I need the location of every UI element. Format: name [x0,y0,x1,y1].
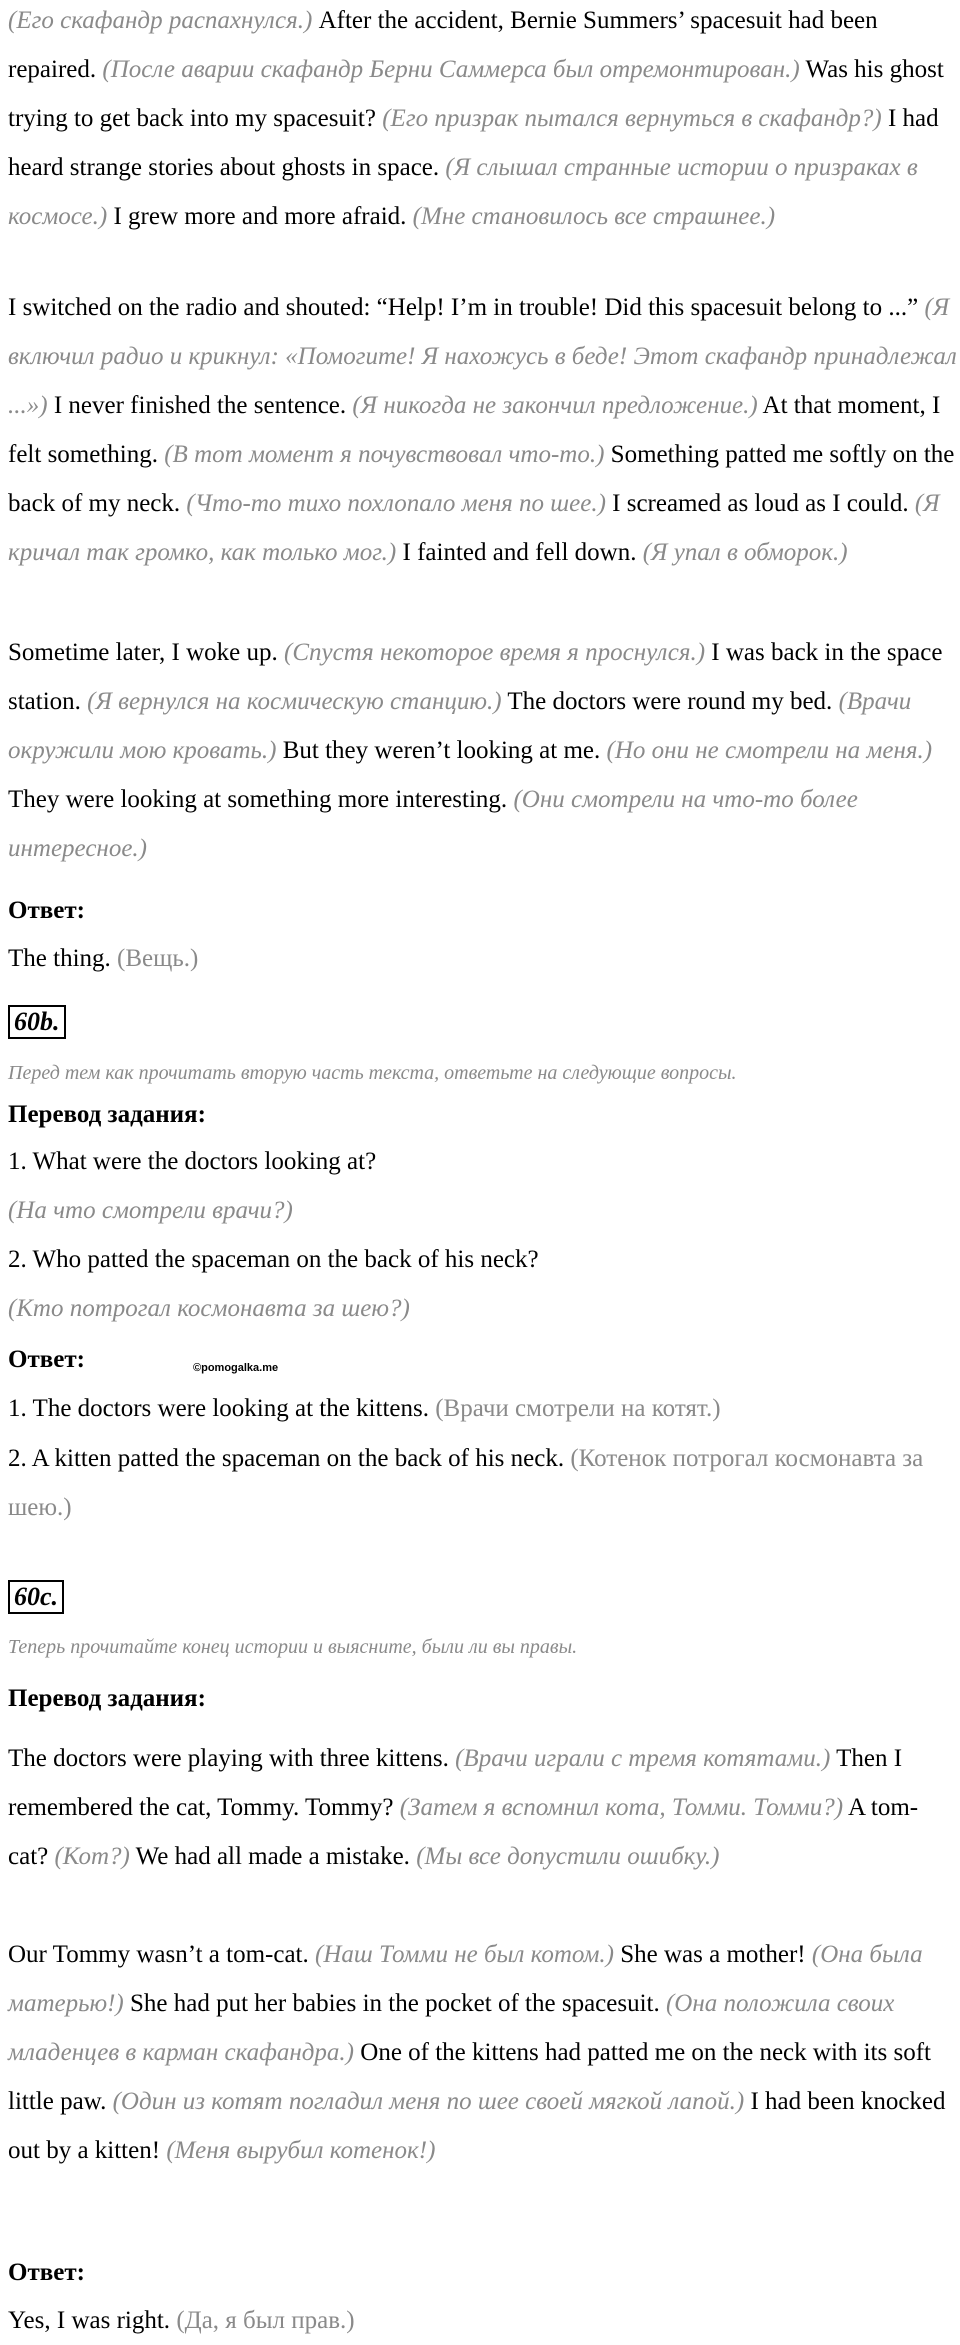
translation-text: (После аварии скафандр Берни Саммерса был отремонтирован.) [102,56,800,83]
english-text: The doctors were round my bed. [507,688,833,715]
question-1-translation: (На что смотрели врачи?) [8,1197,293,1224]
translation-text: (Его призрак пытался вернуться в скафандр?) [382,105,882,132]
translation-text: (Я слышал странные истории о призраках в космосе.) [8,154,918,230]
translation-label-b: Перевод задания: [8,1101,206,1128]
english-text: I was back in the space station. [8,639,943,715]
english-text: We had all made a mistake. [135,1843,410,1870]
translation-text: (Врачи окружили мою кровать.) [8,688,912,764]
translation-text: (Затем я вспомнил кота, Томми. Томми?) [399,1794,844,1821]
section-c-instruction: Теперь прочитайте конец истории и выясните, были ли вы правы. [8,1636,578,1658]
translation-text: (Один из котят погладил меня по шее своей мягкой лапой.) [112,2088,745,2115]
answer-label-c: Ответ: [8,2259,85,2286]
english-text: I screamed as loud as I could. [612,490,909,517]
english-text: She was a mother! [620,1941,806,1968]
english-text: Then I remembered the cat, Tommy. Tommy? [8,1745,903,1821]
english-text: I switched on the radio and shouted: “Help! I’m in trouble! Did this spacesuit belong to ...” [8,294,919,321]
translation-text: (Что-то тихо похлопало меня по шее.) [186,490,606,517]
answer-b-1: 1. The doctors were looking at the kittens. (Врачи смотрели на котят.) [8,1395,721,1422]
english-text: They were looking at something more interesting. [8,786,508,813]
translation-text: (Наш Томми не был котом.) [315,1941,614,1968]
english-text: One of the kittens had patted me on the neck with its soft little paw. [8,2039,931,2115]
section-c-label: 60c. [8,1580,64,1614]
english-text: A tom-cat? [8,1794,919,1870]
translation-text: (Я кричал так громко, как только мог.) [8,490,940,566]
translation-text: (Я упал в обморок.) [642,539,848,566]
translation-text: (Меня вырубил котенок!) [166,2137,436,2164]
english-text: Sometime later, I woke up. [8,639,278,666]
translation-text: (Она была матерью!) [8,1941,923,2017]
story-paragraph-3 [8,628,958,873]
english-text: I had heard strange stories about ghosts in space. [8,105,939,181]
english-text: At that moment, I felt something. [8,392,941,468]
english-text: I never finished the sentence. [53,392,347,419]
answer-c: Yes, I was right. (Да, я был прав.) [8,2307,355,2334]
english-text: She had put her babies in the pocket of the spacesuit. [130,1990,660,2017]
translation-text: (Я включил радио и крикнул: «Помогите! Я нахожусь в беде! Этот скафандр принадлежал ...») [8,294,957,419]
translation-text: (Я никогда не закончил предложение.) [352,392,758,419]
answer-a: The thing. (Вещь.) [8,945,199,972]
english-text: Was his ghost trying to get back into my spacesuit? [8,56,944,132]
english-text: I had been knocked out by a kitten! [8,2088,946,2164]
english-text: I grew more and more afraid. [113,203,407,230]
story-end-paragraph-2 [8,1930,958,2175]
english-text: The doctors were playing with three kittens. [8,1745,449,1772]
question-2: 2. Who patted the spaceman on the back of his neck? [8,1246,539,1273]
story-paragraph-2 [8,283,958,577]
english-text: Something patted me softly on the back of my neck. [8,441,955,517]
translation-text: (В тот момент я почувствовал что-то.) [164,441,605,468]
answer-b-2: 2. A kitten patted the spaceman on the back of his neck. (Котенок потрогал космонавта за шею.) [8,1445,924,1521]
translation-text: (Они смотрели на что-то более интересное.) [8,786,858,862]
translation-text: (Она положила своих младенцев в карман скафандра.) [8,1990,895,2066]
translation-text: (Спустя некоторое время я проснулся.) [284,639,706,666]
section-b-label: 60b. [8,1005,66,1039]
translation-text: (Я вернулся на космическую станцию.) [87,688,502,715]
story-end-paragraph-1 [8,1734,958,1881]
answer-label-a: Ответ: [8,897,85,924]
english-text: But they weren’t looking at me. [282,737,601,764]
translation-text: (Врачи играли с тремя котятами.) [455,1745,831,1772]
watermark: ©pomogalka.me [193,1362,279,1374]
english-text: I fainted and fell down. [402,539,637,566]
translation-text: (Мы все допустили ошибку.) [416,1843,720,1870]
question-2-translation: (Кто потрогал космонавта за шею?) [8,1295,410,1322]
translation-text: (Кот?) [54,1843,130,1870]
translation-text: (Мне становилось все страшнее.) [412,203,776,230]
question-1: 1. What were the doctors looking at? [8,1148,377,1175]
translation-text: (Но они не смотрели на меня.) [606,737,933,764]
section-b-instruction: Перед тем как прочитать вторую часть текста, ответьте на следующие вопросы. [8,1062,737,1084]
english-text: Our Tommy wasn’t a tom-cat. [8,1941,309,1968]
answer-label-b: Ответ: [8,1346,85,1373]
translation-text: (Его скафандр распахнулся.) [8,7,313,34]
story-paragraph-1 [8,0,958,241]
translation-label-c: Перевод задания: [8,1685,206,1712]
english-text: After the accident, Bernie Summers’ spacesuit had been repaired. [8,7,878,83]
